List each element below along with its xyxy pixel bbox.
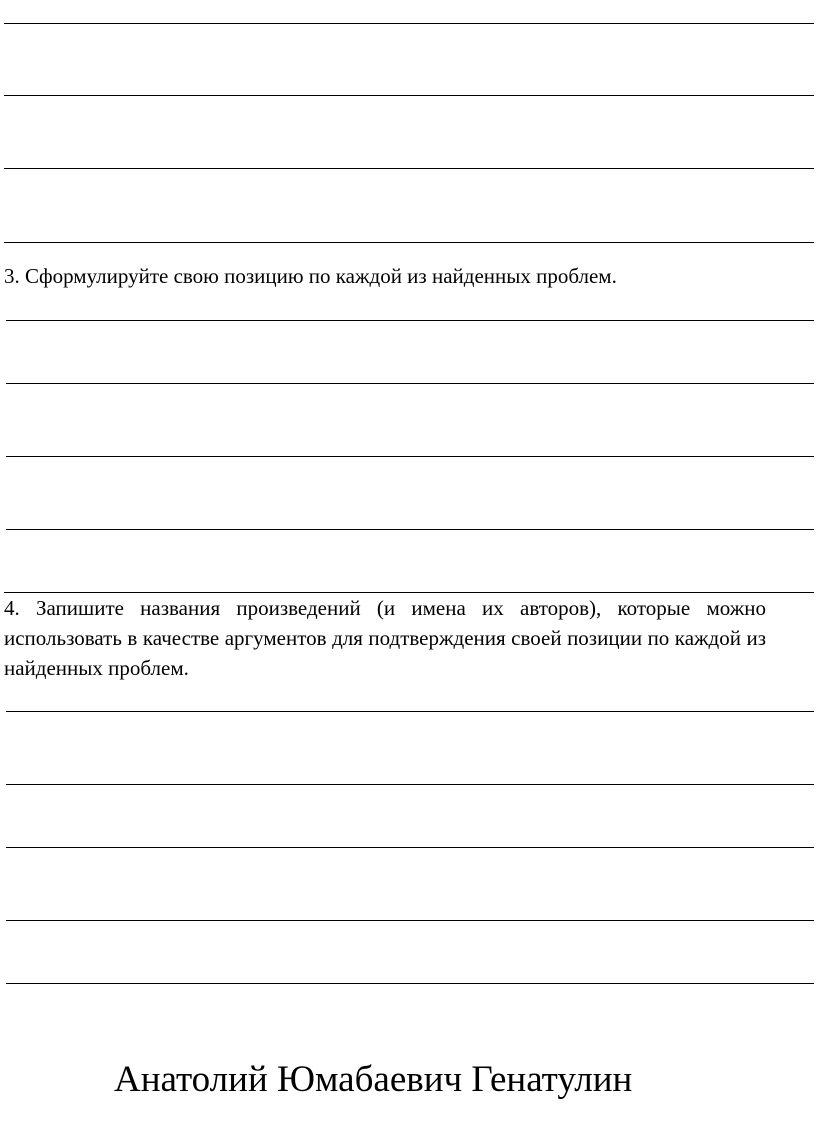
answer-line: [6, 711, 814, 712]
task-3-prompt: 3. Сформулируйте свою позицию по каждой из найденных проблем.: [4, 264, 617, 288]
answer-line: [6, 847, 814, 848]
answer-line: [4, 23, 814, 24]
answer-line: [4, 168, 814, 169]
answer-line: [6, 320, 814, 321]
answer-line: [6, 456, 814, 457]
answer-line: [6, 529, 814, 530]
answer-line: [4, 95, 814, 96]
answer-line: [6, 983, 814, 984]
answer-line: [6, 920, 814, 921]
answer-line: [4, 242, 814, 243]
answer-line: [6, 383, 814, 384]
author-name: Анатолий Юмабаевич Генатулин: [114, 1059, 633, 1100]
task-4-prompt: 4. Запишите названия произведений (и имена их авторов), которые можно использовать в качестве аргументов для подтверждения своей позиции по каждой из найденных проблем.: [4, 596, 766, 680]
answer-line: [6, 784, 814, 785]
